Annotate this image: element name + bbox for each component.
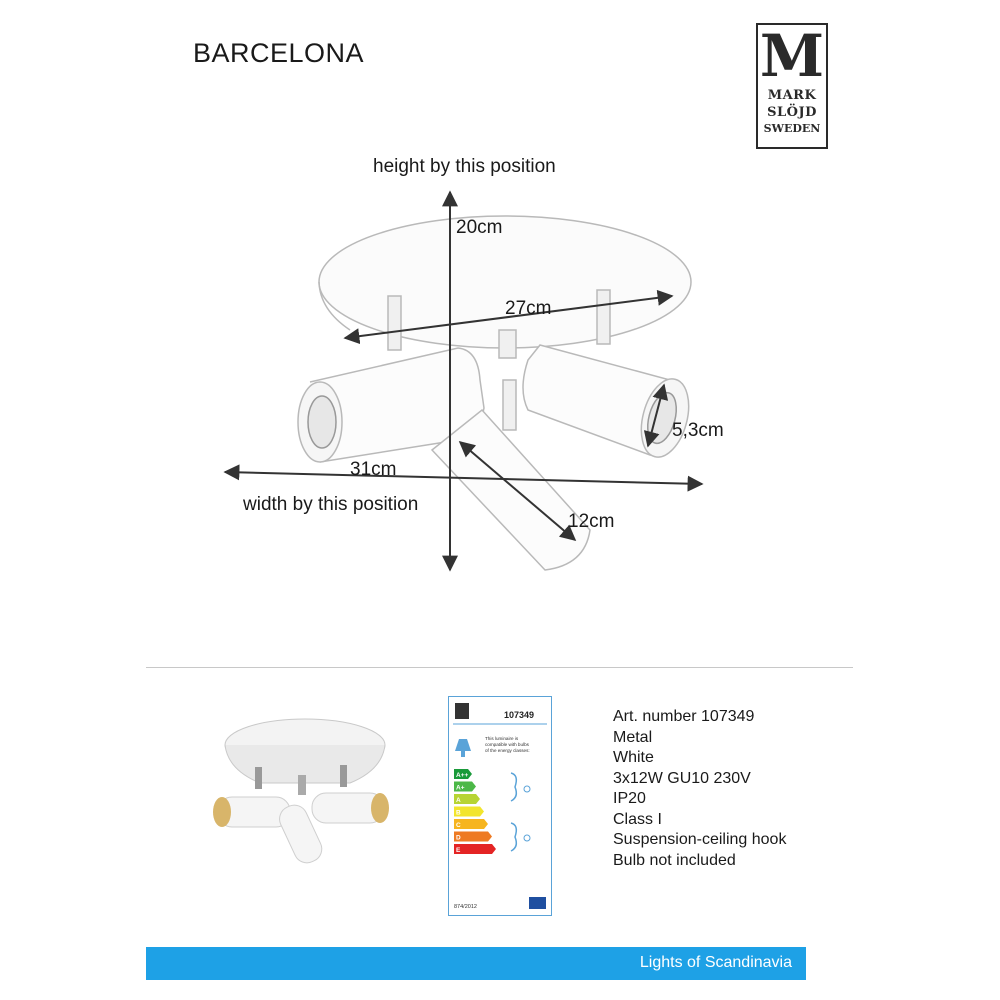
lamp-icon: [455, 739, 471, 751]
height-label: 20cm: [456, 217, 503, 238]
height-note-label: height by this position: [373, 156, 556, 177]
spot-diameter-label: 5,3cm: [672, 420, 724, 441]
logo-letter: M: [759, 22, 825, 90]
diameter-label: 27cm: [505, 298, 552, 319]
spec-item: Suspension-ceiling hook: [613, 831, 787, 848]
product-title: BARCELONA: [193, 38, 365, 68]
spec-item: 3x12W GU10 230V: [613, 769, 751, 787]
energy-class-label: A+: [456, 784, 465, 792]
footer-text: Lights of Scandinavia: [639, 954, 792, 971]
energy-label-regulation: 874/2012: [454, 904, 477, 910]
energy-label-info-3: of the energy classes:: [485, 748, 530, 753]
energy-class-label: D: [456, 834, 461, 842]
width-note-label: width by this position: [243, 494, 419, 515]
spec-item: Bulb not included: [613, 851, 736, 869]
logo-line-2: SLÖJD: [767, 105, 817, 120]
spec-item: Metal: [613, 728, 653, 746]
label-logo-mark: [455, 703, 469, 719]
logo-line-1: MARK: [767, 88, 817, 103]
energy-label: [448, 696, 552, 916]
energy-label-info-2: compatible with bulbs: [485, 742, 529, 747]
energy-label-info-1: This luminaire is: [485, 736, 519, 741]
energy-label-article: 107349: [504, 710, 535, 720]
width-label: 31cm: [350, 459, 397, 480]
energy-label-graphic: [449, 697, 551, 915]
spec-item: IP20: [613, 790, 646, 807]
spot-length-label: 12cm: [568, 511, 615, 532]
energy-class-label: C: [456, 822, 461, 829]
energy-class-label: B: [456, 809, 461, 817]
spec-item: Class I: [613, 810, 662, 828]
spec-item: Art. number 107349: [613, 708, 755, 725]
product-photo: [200, 705, 400, 870]
section-divider: [146, 667, 853, 668]
energy-class-label: A: [456, 797, 461, 804]
spec-list: [613, 707, 786, 871]
energy-class-label: A++: [456, 772, 469, 779]
eu-flag-icon: [529, 897, 546, 909]
logo-line-3: SWEDEN: [763, 122, 821, 135]
spec-item: White: [613, 749, 654, 766]
footer-bar: [146, 947, 806, 980]
fixture-outline: [298, 216, 697, 570]
energy-class-label: E: [456, 847, 461, 854]
